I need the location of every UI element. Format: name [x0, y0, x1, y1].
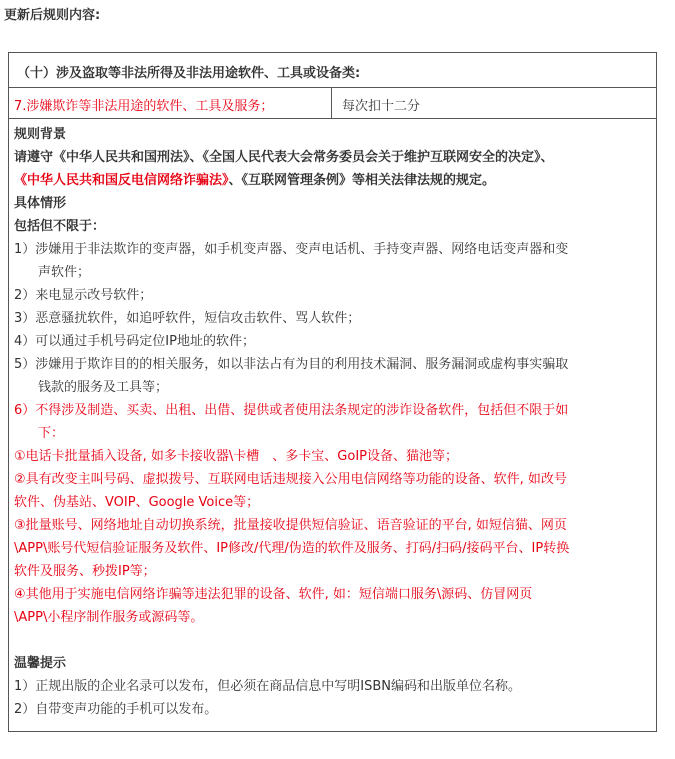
category-title: （十）涉及盗取等非法所得及非法用途软件、工具或设备类: [17, 66, 361, 81]
spacer [14, 629, 650, 652]
device-item-cont: \APP\小程序制作服务或源码等。 [14, 610, 204, 625]
background-text-1: 请遵守《中华人民共和国刑法》、《全国人民代表大会常务委员会关于维护互联网安全的决定》、 [14, 150, 554, 165]
situation-item-cont: 声软件； [38, 265, 91, 280]
item-label-cell [9, 88, 332, 119]
device-item-cont: 软件、伪基站、VOIP、Google Voice等； [14, 495, 260, 510]
device-item: ①电话卡批量插入设备, 如多卡接收器\卡槽 、多卡宝、GoIP设备、猫池等； [14, 449, 458, 464]
tips-title: 温馨提示 [14, 656, 67, 671]
situation-item-red: 6）不得涉及制造、买卖、出租、出借、提供或者使用法条规定的涉诈设备软件，包括但不限于如 [14, 403, 569, 418]
situation-item-cont: 钱款的服务及工具等； [38, 380, 169, 395]
device-item: ③批量账号、网络地址自动切换系统，批量接收提供短信验证、语音验证的平台, 如短信猫、网页 [14, 518, 567, 533]
situations-subtitle: 包括但不限于： [14, 219, 106, 234]
device-item: ②具有改变主叫号码、虚拟拨号、互联网电话违规接入公用电信网络等功能的设备、软件, 如改号 [14, 472, 567, 487]
tip-item: 1）正规出版的企业名录可以发布，但必须在商品信息中写明ISBN编码和出版单位名称。 [14, 679, 522, 694]
situations-title: 具体情形 [14, 196, 67, 211]
situation-item: 3）恶意骚扰软件，如追呼软件，短信攻击软件、骂人软件； [14, 311, 361, 326]
device-item: ④其他用于实施电信网络诈骗等违法犯罪的设备、软件, 如：短信端口服务\源码、仿冒网页 [14, 587, 533, 602]
rule-body [9, 119, 657, 732]
background-text-2 [14, 169, 650, 192]
situation-item: 5）涉嫌用于欺诈目的的相关服务，如以非法占有为目的利用技术漏洞、服务漏洞或虚构事实骗取 [14, 357, 569, 372]
situation-item: 1）涉嫌用于非法欺诈的变声器，如手机变声器、变声电话机、手持变声器、网络电话变声器和变 [14, 242, 569, 257]
situation-item: 2）来电显示改号软件； [14, 288, 153, 303]
situation-item-red-cont: 下： [38, 426, 65, 441]
background-text-rest: 、《互联网管理条例》等相关法律法规的规定。 [228, 173, 496, 188]
background-title: 规则背景 [14, 127, 67, 142]
rule-table [8, 52, 657, 732]
item-penalty-cell [332, 88, 657, 119]
device-item-cont: 软件及服务、秒拨IP等； [14, 564, 156, 579]
page-heading: 更新后规则内容: [4, 8, 101, 23]
tip-item: 2）自带变声功能的手机可以发布。 [14, 702, 218, 717]
item-label: 7.涉嫌欺诈等非法用途的软件、工具及服务； [14, 99, 274, 114]
category-row [9, 53, 657, 88]
item-penalty: 每次扣十二分 [342, 99, 421, 114]
anti-fraud-law: 《中华人民共和国反电信网络诈骗法》 [14, 173, 229, 188]
situation-item: 4）可以通过手机号码定位IP地址的软件； [14, 334, 255, 349]
device-item-cont: \APP\账号代短信验证服务及软件、IP修改/代理/伪造的软件及服务、打码/扫码/接码平台、IP转换 [14, 541, 570, 556]
